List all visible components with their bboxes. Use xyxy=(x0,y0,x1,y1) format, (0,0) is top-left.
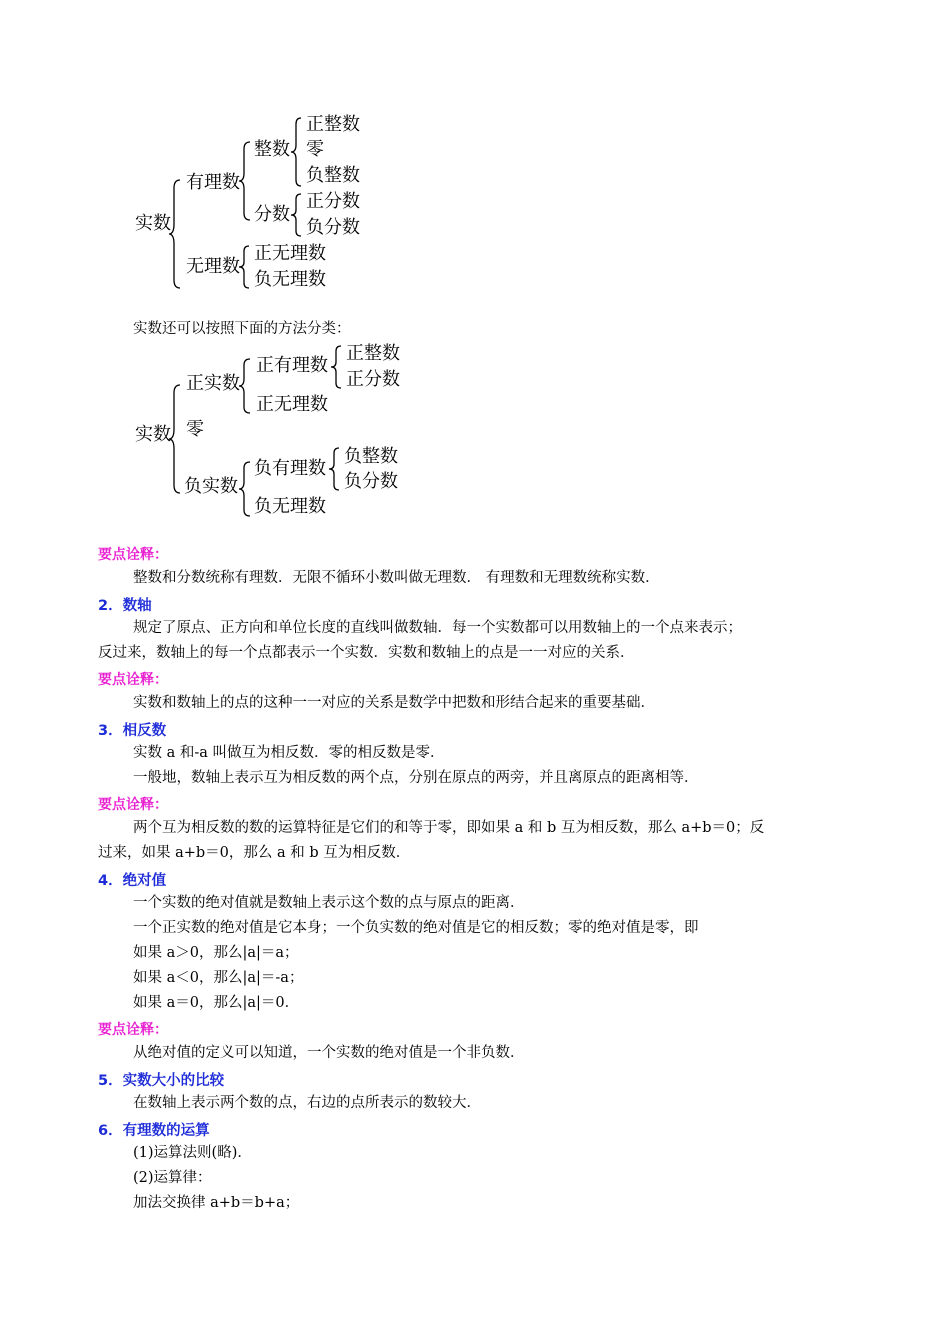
paragraph-4b: 一个正实数的绝对值是它本身；一个负实数的绝对值是它的相反数；零的绝对值是零，即 xyxy=(133,920,699,936)
note-text-3b: 过来，如果 a+b＝0，那么 a 和 b 互为相反数． xyxy=(98,845,411,861)
d1-pos-irr: 正无理数 xyxy=(254,243,326,264)
note-text-3a: 两个互为相反数的数的运算特征是它们的和等于零，即如果 a 和 b 互为相反数，那么 a+b＝0；反 xyxy=(133,820,765,836)
section-heading-6: 6．有理数的运算 xyxy=(98,1123,210,1139)
section-heading-5: 5．实数大小的比较 xyxy=(98,1073,225,1089)
d1-pos-frac: 正分数 xyxy=(306,191,360,212)
d2-brace-neg-real xyxy=(238,460,254,518)
d2-pos-int: 正整数 xyxy=(346,343,400,364)
d1-root: 实数 xyxy=(135,213,171,234)
d2-pos-rational: 正有理数 xyxy=(256,355,328,376)
d1-integer: 整数 xyxy=(254,139,290,160)
paragraph-6b: (2)运算律： xyxy=(133,1170,212,1186)
d1-brace-root xyxy=(168,178,186,290)
d2-brace-pos-real xyxy=(238,357,254,415)
d2-brace-neg-rational xyxy=(328,446,342,492)
intro-text-2: 实数还可以按照下面的方法分类： xyxy=(133,321,351,337)
d1-irrational: 无理数 xyxy=(186,256,240,277)
paragraph-4d: 如果 a＜0，那么|a|＝-a； xyxy=(133,970,304,986)
paragraph-2a: 规定了原点、正方向和单位长度的直线叫做数轴．每一个实数都可以用数轴上的一个点来表示； xyxy=(133,620,742,636)
section-heading-2: 2．数轴 xyxy=(98,598,152,614)
d2-pos-irr: 正无理数 xyxy=(256,394,328,415)
d2-neg-rational: 负有理数 xyxy=(254,458,326,479)
d2-brace-pos-rational xyxy=(330,344,344,390)
d2-pos-real: 正实数 xyxy=(186,373,240,394)
d1-brace-rational xyxy=(238,140,254,222)
paragraph-6a: (1)运算法则(略)． xyxy=(133,1145,252,1161)
paragraph-5: 在数轴上表示两个数的点，右边的点所表示的数较大． xyxy=(133,1095,481,1111)
paragraph-6c: 加法交换律 a+b＝b+a； xyxy=(133,1195,300,1211)
paragraph-2b: 反过来，数轴上的每一个点都表示一个实数．实数和数轴上的点是一一对应的关系． xyxy=(98,645,635,661)
d2-neg-int: 负整数 xyxy=(344,446,398,467)
paragraph-4c: 如果 a＞0，那么|a|＝a； xyxy=(133,945,299,961)
d1-neg-frac: 负分数 xyxy=(306,217,360,238)
paragraph-4a: 一个实数的绝对值就是数轴上表示这个数的点与原点的距离． xyxy=(133,895,525,911)
d2-neg-irr: 负无理数 xyxy=(254,496,326,517)
note-text-4: 从绝对值的定义可以知道，一个实数的绝对值是一个非负数． xyxy=(133,1045,525,1061)
d1-neg-int: 负整数 xyxy=(306,165,360,186)
d1-brace-irrational xyxy=(238,244,252,290)
d2-root: 实数 xyxy=(135,424,171,445)
note-label: 要点诠释： xyxy=(98,672,168,688)
section-heading-3: 3．相反数 xyxy=(98,723,167,739)
d1-zero: 零 xyxy=(306,139,324,160)
d2-neg-frac: 负分数 xyxy=(344,471,398,492)
note-label: 要点诠释： xyxy=(98,797,168,813)
section-heading-4: 4．绝对值 xyxy=(98,873,167,889)
d2-zero: 零 xyxy=(186,419,204,440)
paragraph-3b: 一般地，数轴上表示互为相反数的两个点，分别在原点的两旁，并且离原点的距离相等． xyxy=(133,770,699,786)
note-text-2: 实数和数轴上的点的这种一一对应的关系是数学中把数和形结合起来的重要基础． xyxy=(133,695,655,711)
paragraph-4e: 如果 a＝0，那么|a|＝0． xyxy=(133,995,300,1011)
note-text-1: 整数和分数统称有理数．无限不循环小数叫做无理数． 有理数和无理数统称实数． xyxy=(133,570,660,586)
note-label: 要点诠释： xyxy=(98,547,168,563)
paragraph-3a: 实数 a 和-a 叫做互为相反数．零的相反数是零． xyxy=(133,745,445,761)
note-label: 要点诠释： xyxy=(98,1022,168,1038)
d2-pos-frac: 正分数 xyxy=(346,369,400,390)
d1-pos-int: 正整数 xyxy=(306,114,360,135)
d2-neg-real: 负实数 xyxy=(184,476,238,497)
d1-brace-fraction xyxy=(290,192,304,238)
d1-neg-irr: 负无理数 xyxy=(254,269,326,290)
d1-fraction: 分数 xyxy=(254,204,290,225)
d1-rational: 有理数 xyxy=(186,172,240,193)
d1-brace-integer xyxy=(290,116,304,188)
